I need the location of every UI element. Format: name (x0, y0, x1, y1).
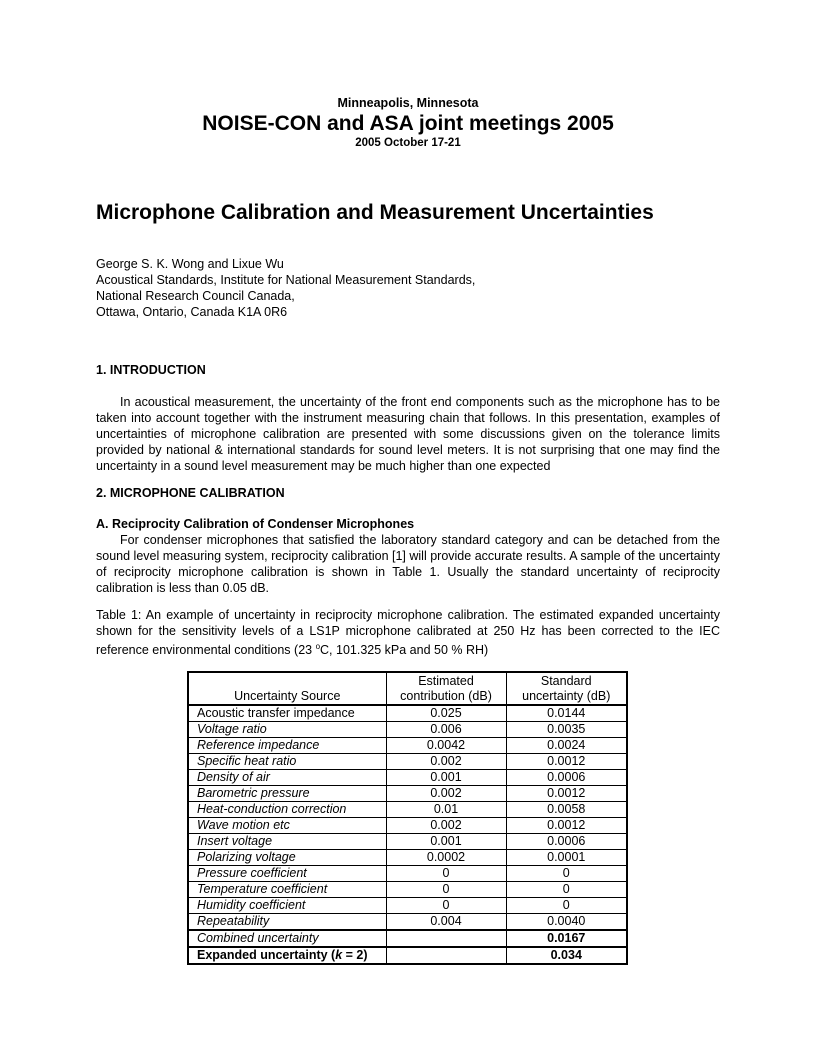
table-row (188, 914, 627, 931)
uncertainty-source-cell: Barometric pressure (188, 786, 386, 802)
author-block (96, 256, 475, 320)
table-header-row (188, 672, 627, 705)
uncertainty-source-cell: Acoustic transfer impedance (188, 705, 386, 722)
standard-uncertainty-cell: 0.0040 (506, 914, 627, 931)
table-row (188, 802, 627, 818)
column-header: Uncertainty Source (188, 672, 386, 705)
uncertainty-source-cell: Insert voltage (188, 834, 386, 850)
table-caption (96, 607, 720, 658)
standard-uncertainty-cell: 0 (506, 866, 627, 882)
expanded-label-suffix: = 2) (342, 948, 368, 962)
estimated-contribution-cell: 0.006 (386, 722, 506, 738)
table-row (188, 738, 627, 754)
table-row (188, 754, 627, 770)
estimated-contribution-cell: 0.002 (386, 818, 506, 834)
coverage-factor-symbol: k (335, 948, 343, 962)
standard-uncertainty-cell: 0.0006 (506, 770, 627, 786)
estimated-contribution-cell: 0.002 (386, 754, 506, 770)
table-row (188, 722, 627, 738)
combined-label-cell: Combined uncertainty (188, 930, 386, 947)
section-heading-introduction: 1. INTRODUCTION (96, 363, 206, 377)
expanded-label-prefix: Expanded uncertainty ( (197, 948, 336, 962)
table-row (188, 898, 627, 914)
table-caption-text: Table 1: An example of uncertainty in reciprocity microphone calibration. The estimated expanded uncertainty shown for the sensitivity levels of a LS1P microphone calibrated at 250 Hz has been corrected to the IEC reference environmental conditions (23 (96, 608, 720, 658)
column-header: Estimated contribution (dB) (386, 672, 506, 705)
estimated-contribution-cell: 0.025 (386, 705, 506, 722)
table-row (188, 834, 627, 850)
uncertainty-source-cell: Density of air (188, 770, 386, 786)
table-body (188, 705, 627, 964)
standard-uncertainty-cell: 0.0012 (506, 786, 627, 802)
standard-uncertainty-cell: 0.0012 (506, 818, 627, 834)
expanded-contribution-cell (386, 947, 506, 964)
uncertainty-source-cell: Polarizing voltage (188, 850, 386, 866)
uncertainty-source-cell: Wave motion etc (188, 818, 386, 834)
estimated-contribution-cell: 0.0042 (386, 738, 506, 754)
degree-superscript: o (315, 642, 321, 651)
expanded-value-cell: 0.034 (506, 947, 627, 964)
estimated-contribution-cell: 0 (386, 882, 506, 898)
author-names: George S. K. Wong and Lixue Wu (96, 257, 284, 271)
uncertainty-source-cell: Specific heat ratio (188, 754, 386, 770)
estimated-contribution-cell: 0.004 (386, 914, 506, 931)
uncertainty-source-cell: Heat-conduction correction (188, 802, 386, 818)
introduction-paragraph: In acoustical measurement, the uncertainty of the front end components such as the microphone has to be taken into account together with the instrument measuring chain that follows. In this presentation, examples of uncertainties of microphone calibration are presented with some discussions given on the tolerance limits provided by national & international standards for sound level meters. It is not surprising that one may find the uncertainty in a sound level measurement may be much higher than one expected (96, 395, 720, 473)
estimated-contribution-cell: 0.002 (386, 786, 506, 802)
estimated-contribution-cell: 0.0002 (386, 850, 506, 866)
affiliation-line: National Research Council Canada, (96, 289, 295, 303)
combined-value-cell: 0.0167 (506, 930, 627, 947)
uncertainty-source-cell: Voltage ratio (188, 722, 386, 738)
combined-contribution-cell (386, 930, 506, 947)
standard-uncertainty-cell: 0.0035 (506, 722, 627, 738)
estimated-contribution-cell: 0 (386, 866, 506, 882)
standard-uncertainty-cell: 0.0012 (506, 754, 627, 770)
estimated-contribution-cell: 0.01 (386, 802, 506, 818)
standard-uncertainty-cell: 0.0058 (506, 802, 627, 818)
reciprocity-paragraph: For condenser microphones that satisfied the laboratory standard category and can be detached from the sound level measuring system, reciprocity calibration [1] will provide accurate results. A sample of the uncertainty of reciprocity microphone calibration is shown in Table 1. Usually the standard uncertainty of reciprocity calibration is less than 0.05 dB. (96, 533, 720, 595)
standard-uncertainty-cell: 0 (506, 882, 627, 898)
standard-uncertainty-cell: 0.0001 (506, 850, 627, 866)
standard-uncertainty-cell: 0.0144 (506, 705, 627, 722)
column-header: Standard uncertainty (dB) (506, 672, 627, 705)
affiliation-line: Ottawa, Ontario, Canada K1A 0R6 (96, 305, 288, 319)
conference-title: NOISE-CON and ASA joint meetings 2005 (202, 112, 614, 135)
uncertainty-source-cell: Pressure coefficient (188, 866, 386, 882)
uncertainty-source-cell: Reference impedance (188, 738, 386, 754)
expanded-label-cell (188, 947, 386, 964)
conference-date: 2005 October 17-21 (355, 137, 461, 149)
estimated-contribution-cell: 0 (386, 898, 506, 914)
table-row (188, 866, 627, 882)
uncertainty-source-cell: Humidity coefficient (188, 898, 386, 914)
table-row (188, 882, 627, 898)
table-row (188, 850, 627, 866)
table-row (188, 818, 627, 834)
subsection-heading-reciprocity: A. Reciprocity Calibration of Condenser Microphones (96, 517, 415, 531)
section-heading-calibration: 2. MICROPHONE CALIBRATION (96, 486, 285, 500)
combined-uncertainty-row (188, 930, 627, 947)
table-row (188, 705, 627, 722)
table-row (188, 786, 627, 802)
estimated-contribution-cell: 0.001 (386, 834, 506, 850)
paper-title: Microphone Calibration and Measurement Uncertainties (96, 201, 654, 224)
standard-uncertainty-cell: 0.0024 (506, 738, 627, 754)
standard-uncertainty-cell: 0 (506, 898, 627, 914)
table-caption-text-end: C, 101.325 kPa and 50 % RH) (320, 643, 489, 658)
uncertainty-source-cell: Repeatability (188, 914, 386, 931)
meeting-location: Minneapolis, Minnesota (337, 96, 479, 110)
standard-uncertainty-cell: 0.0006 (506, 834, 627, 850)
uncertainty-source-cell: Temperature coefficient (188, 882, 386, 898)
affiliation-line: Acoustical Standards, Institute for National Measurement Standards, (96, 273, 476, 287)
estimated-contribution-cell: 0.001 (386, 770, 506, 786)
table-row (188, 770, 627, 786)
expanded-uncertainty-row (188, 947, 627, 964)
uncertainty-table (187, 671, 628, 965)
